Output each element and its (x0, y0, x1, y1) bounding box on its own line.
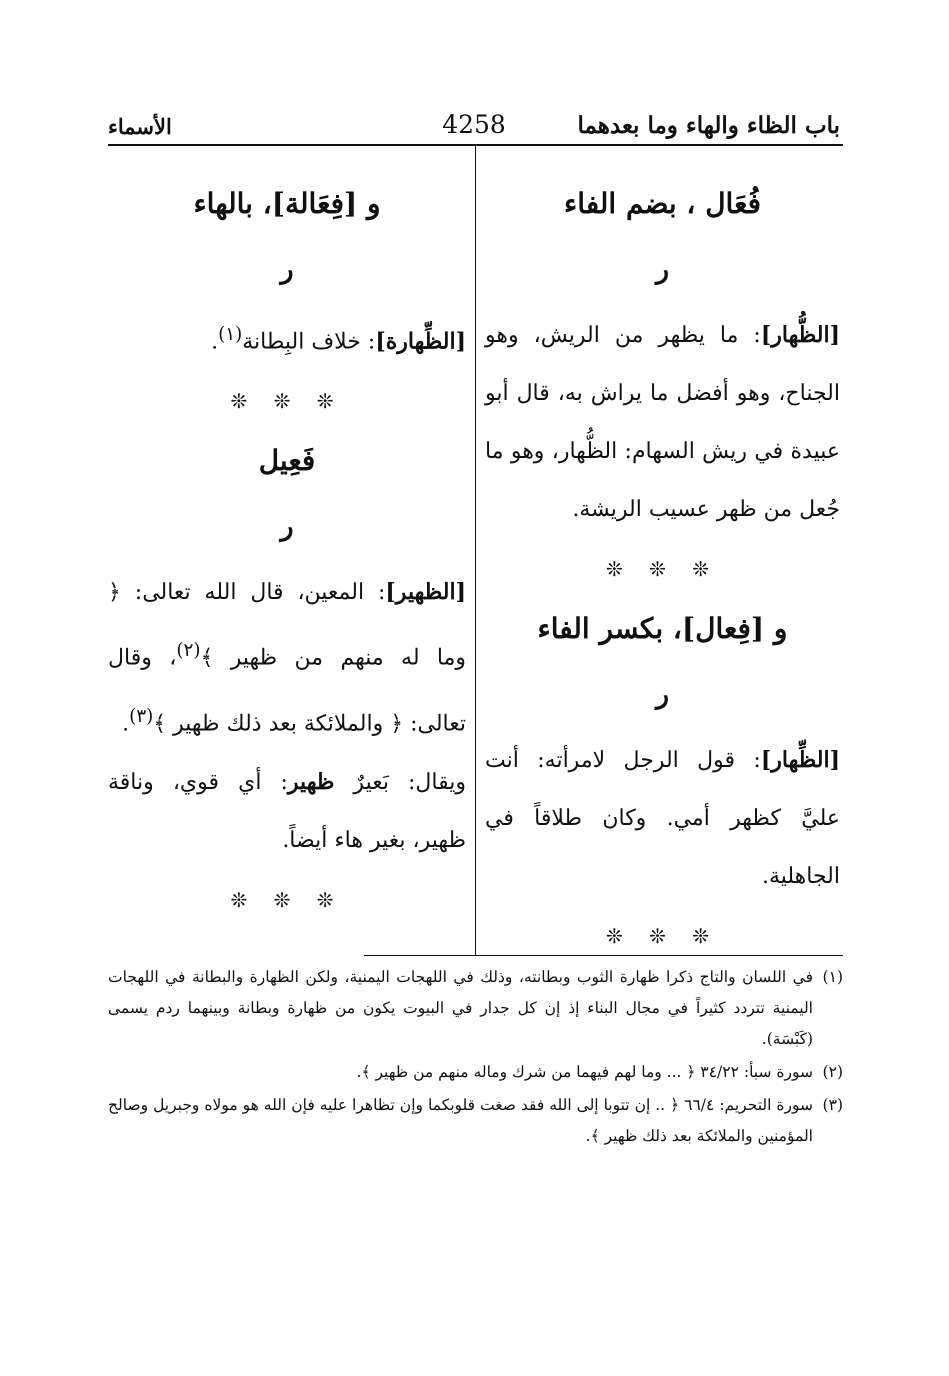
root-letter: ر (280, 254, 294, 285)
definition-continued: ، وقال تعالى: ﴿ والملائكة بعد ذلك ظهير ﴾ (108, 645, 466, 736)
right-column (485, 170, 840, 972)
running-header (108, 106, 840, 146)
footnote-rule (364, 955, 843, 956)
headword: ظهير (287, 768, 335, 795)
footnote-3 (108, 1090, 843, 1152)
definition-end: . (122, 710, 130, 736)
definition-end: . (211, 329, 219, 355)
definition: : أي قوي، وناقة ظهير، بغير هاء أيضاً. (108, 769, 466, 853)
footnote-number: (٢) (822, 1063, 843, 1081)
entry-lead: ويقال: بَعيرٌ (334, 769, 466, 795)
footnotes (108, 962, 843, 1154)
section-title-faiil: فَعِيل (258, 444, 316, 478)
root-letter: ر (655, 679, 670, 710)
headword: [الظهير] (385, 579, 466, 606)
headword: [الظُّهار] (760, 322, 840, 348)
definition: : ما يظهر من الريش، وهو الجناح، وهو أفضل ما يراش به، قال أبو عبيدة في ريش السهام: الظُّهار، وهو ما جُعل من ظهر عسيب الريشة. (485, 323, 840, 522)
section-title-fiaal: و [فِعال]، بكسر الفاء (537, 612, 788, 645)
headword: [الظِّهار] (760, 747, 840, 773)
footnote-number: (٣) (822, 1096, 843, 1114)
column-divider (475, 146, 476, 955)
entry-al-zihara (108, 306, 466, 371)
footnote-1 (108, 962, 843, 1055)
definition: : خلاف البِطانة (242, 329, 376, 355)
section-title-fuaal: فُعَال ، بضم الفاء (564, 187, 761, 220)
left-column (108, 170, 466, 936)
footnote-ref[interactable]: (١) (218, 324, 243, 345)
header-section-title: الأسماء (108, 114, 172, 139)
entry-al-zuhar (485, 306, 840, 539)
entry-al-zahir (108, 563, 466, 753)
root-letter: ر (280, 511, 294, 543)
page-number: 4258 (442, 110, 506, 139)
header-chapter-title: باب الظاء والهاء وما بعدهما (577, 112, 840, 139)
footnote-text: سورة التحريم: ٦٦/٤ ﴿ .. إن تتوبا إلى الله فقد صغت قلوبكما وإن تظاهرا عليه فإن الله هو مولاه وجبريل وصالح المؤمنين والملائكة بعد ذلك ظهير ﴾. (108, 1096, 814, 1145)
entry-baeer-zahir (108, 753, 466, 870)
footnote-ref[interactable]: (٣) (129, 705, 154, 727)
footnote-text: في اللسان والتاج ذكرا ظهارة الثوب وبطانته، وذلك في اللهجات اليمنية، ولكن الظهارة والبطانة في اللهجات اليمنية تتردد كثيراً في مجال البناء إذ إن كل جدار في البيوت يكون من ظهارة وبطانة وبينهما ردم يسمى (كَبْسَة). (108, 968, 813, 1048)
section-separator: ❊ ❊ ❊ (230, 389, 344, 414)
section-separator: ❊ ❊ ❊ (606, 557, 719, 581)
entry-al-zihar (485, 731, 840, 906)
footnote-text: سورة سبأ: ٣٤/٢٢ ﴿ ... وما لهم فيهما من شرك وماله منهم من ظهير ﴾. (356, 1063, 813, 1081)
footnote-2 (108, 1057, 843, 1088)
section-separator: ❊ ❊ ❊ (230, 887, 344, 912)
section-title-fiaala: و [فِعَالة]، بالهاء (193, 187, 381, 220)
headword: [الظِّهارة] (375, 328, 466, 355)
section-separator: ❊ ❊ ❊ (606, 924, 719, 948)
definition: : المعين، قال الله تعالى: ﴿ وما له منهم من ظهير ﴾ (108, 580, 467, 671)
footnote-ref[interactable]: (٢) (176, 640, 201, 662)
root-letter: ر (655, 254, 670, 285)
footnote-number: (١) (822, 968, 843, 986)
definition: : قول الرجل لامرأته: أنت عليَّ كظهر أمي. وكان طلاقاً في الجاهلية. (485, 748, 840, 889)
